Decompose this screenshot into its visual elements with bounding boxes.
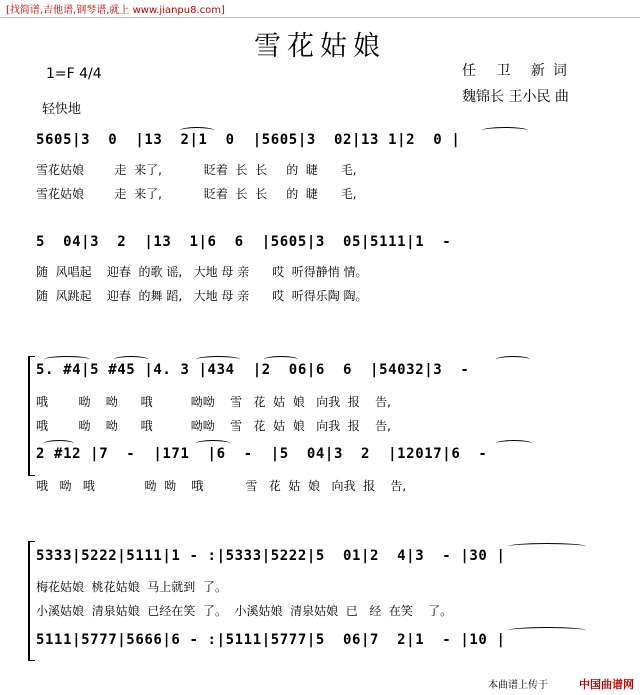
system-3-lyric-2: 哦 呦 呦 哦 呦呦 雪 花 姑 娘 向我 报 告, xyxy=(36,419,391,433)
slur xyxy=(496,356,530,363)
system-1-lyric-1: 雪花姑娘 走 来了, 眨着 长 长 的 睫 毛, xyxy=(36,163,357,177)
notes: 5333|5222|5111|1 - :|5333|5222|5 01|2 4|3 - |30 | xyxy=(36,548,506,564)
slur xyxy=(496,440,532,447)
system-3-lyric-3: 哦 呦 哦 呦 呦 哦 雪 花 姑 娘 向我 报 告, xyxy=(36,479,407,493)
system-2-lyric-1: 随 风唱起 迎春 的歌 谣, 大地 母 亲 哎 听得静悄 情。 xyxy=(36,265,368,279)
tempo-marking: 轻快地 xyxy=(42,102,82,117)
tie xyxy=(196,356,240,363)
slur xyxy=(114,356,148,363)
system-4-lyric-1: 梅花姑娘 桃花姑娘 马上就到 了。 xyxy=(36,580,227,594)
time-signature: 4/4 xyxy=(79,66,102,82)
notes: 5605|3 0 |13 2|1 0 |5605|3 02|13 1|2 0 | xyxy=(36,132,461,148)
footer-text: 本曲谱上传于 xyxy=(488,680,548,691)
system-1-notes xyxy=(36,132,616,156)
notes: 5 04|3 2 |13 1|6 6 |5605|3 05|5111|1 - xyxy=(36,234,461,250)
system-4-lyric-2: 小溪姑娘 清泉姑娘 已经在笑 了。 小溪姑娘 清泉姑娘 已 经 在笑 了。 xyxy=(36,604,453,618)
system-3-lyric-1: 哦 呦 呦 哦 呦呦 雪 花 姑 娘 向我 报 告, xyxy=(36,395,391,409)
tie xyxy=(508,543,586,550)
key-label: 1=F xyxy=(46,66,80,82)
composer-credit: 魏锦长 王小民 曲 xyxy=(462,89,569,105)
slur xyxy=(44,440,74,447)
system-3-lower-notes xyxy=(36,446,616,470)
lyricist-credit: 任 卫 新词 xyxy=(462,63,575,79)
notes: 5. #4|5 #45 |4. 3 |434 |2 06|6 6 |54032|3 - xyxy=(36,362,479,378)
system-brace xyxy=(28,541,35,661)
system-2-notes xyxy=(36,234,616,258)
notes: 5111|5777|5666|6 - :|5111|5777|5 06|7 2|1 - |10 | xyxy=(36,632,506,648)
site-header-text[interactable]: [找简谱,吉他谱,钢琴谱,就上 www.jianpu8.com] xyxy=(6,5,225,16)
song-title: 雪花姑娘 xyxy=(254,31,386,62)
slur xyxy=(264,356,298,363)
tie xyxy=(508,627,586,634)
site-header-bar xyxy=(0,0,640,18)
system-1-lyric-2: 雪花姑娘 走 来了, 眨着 长 长 的 睫 毛, xyxy=(36,187,357,201)
tie xyxy=(44,356,90,363)
system-3-upper-notes xyxy=(36,362,616,386)
key-signature xyxy=(46,66,102,82)
system-4-upper-notes xyxy=(36,548,616,572)
slur xyxy=(196,440,230,447)
system-2-lyric-2: 随 风跳起 迎春 的舞 蹈, 大地 母 亲 哎 听得乐陶 陶。 xyxy=(36,289,368,303)
slur xyxy=(180,127,214,134)
system-brace xyxy=(28,356,35,476)
footer-logo[interactable]: 中国曲谱网 xyxy=(579,678,634,691)
system-4-lower-notes xyxy=(36,632,616,656)
slur xyxy=(482,127,528,134)
notes: 2 #12 |7 - |171 |6 - |5 04|3 2 |12017|6 - xyxy=(36,446,497,462)
